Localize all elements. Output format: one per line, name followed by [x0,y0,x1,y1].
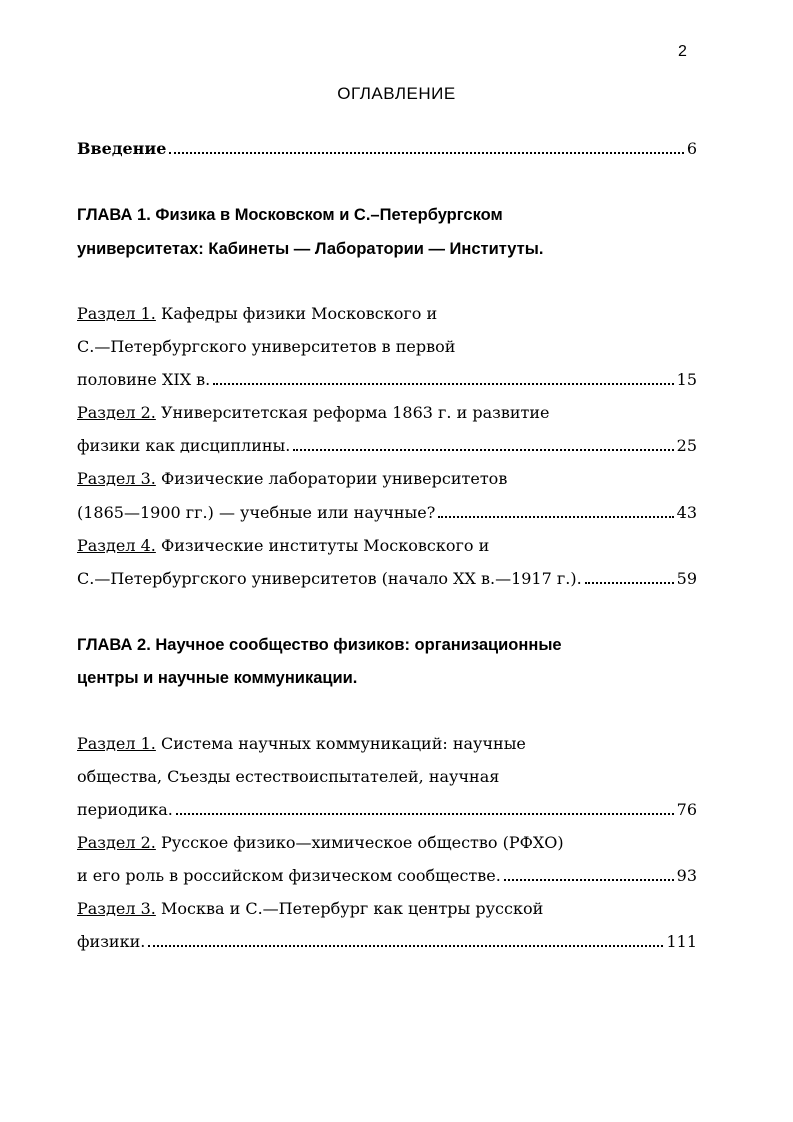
section-last-line [77,799,697,821]
section-page: 43 [676,503,697,522]
section-last-line [77,502,697,524]
section-text: Система научных коммуникаций: научные [160,734,526,753]
section-label: Раздел 2. [77,833,156,852]
section-text: (1865—1900 гг.) — учебные или научные? [77,503,436,522]
dot-leader [169,152,683,154]
section-label: Раздел 1. [77,734,156,753]
section-page: 93 [676,866,697,885]
intro-page: 6 [686,139,697,158]
dot-leader [213,383,673,385]
section-text: Физические институты Московского и [160,536,490,555]
section-text: половине XIX в. [77,370,211,389]
intro-label: Введение [77,139,167,158]
dot-leader [585,582,674,584]
chapter1-heading-line1: ГЛАВА 1. Физика в Московском и С.–Петербургском [77,206,503,224]
toc-entry-ch1-s3[interactable] [77,468,697,490]
section-last-line [77,369,697,391]
section-text: физики. [77,932,146,951]
section-label: Раздел 4. [77,536,156,555]
section-text: Университетская реформа 1863 г. и развитие [160,403,550,422]
section-page: 111 [666,932,697,951]
section-text: физики как дисциплины. [77,436,291,455]
section-text: С.—Петербургского университетов (начало XX в.—1917 г.). [77,569,582,588]
toc-entry-ch1-s4[interactable] [77,535,697,557]
dot-leader [148,945,663,947]
section-text-line: С.—Петербургского университетов в первой [77,337,456,356]
dot-leader [438,516,673,518]
section-page: 59 [676,569,697,588]
section-last-line [77,931,697,953]
chapter2-heading-line1: ГЛАВА 2. Научное сообщество физиков: организационные [77,636,562,654]
section-text: Русское физико—химическое общество (РФХО) [160,833,564,852]
dot-leader [504,879,674,881]
section-page: 76 [676,800,697,819]
toc-entry-ch1-s2[interactable] [77,402,697,424]
section-text-line: общества, Съезды естествоиспытателей, научная [77,767,500,786]
section-page: 25 [676,436,697,455]
section-last-line [77,568,697,590]
page-number: 2 [678,43,687,60]
toc-entry-intro[interactable] [77,138,697,160]
section-text: периодика. [77,800,173,819]
dot-leader [176,813,674,815]
section-text: Москва и С.—Петербург как центры русской [160,899,544,918]
section-last-line [77,435,697,457]
section-page: 15 [676,370,697,389]
toc-entry-ch1-s1[interactable] [77,303,697,325]
toc-title: ОГЛАВЛЕНИЕ [337,84,456,103]
section-last-line [77,865,697,887]
section-label: Раздел 3. [77,469,156,488]
section-label: Раздел 2. [77,403,156,422]
toc-entry-ch2-s2[interactable] [77,832,697,854]
section-label: Раздел 3. [77,899,156,918]
section-text: Физические лаборатории университетов [160,469,508,488]
dot-leader [293,449,673,451]
chapter2-heading-line2: центры и научные коммуникации. [77,669,358,687]
section-text: Кафедры физики Московского и [160,304,438,323]
section-text: и его роль в российском физическом сообществе. [77,866,501,885]
toc-entry-ch2-s1[interactable] [77,733,697,755]
toc-entry-ch2-s3[interactable] [77,898,697,920]
chapter1-heading-line2: университетах: Кабинеты — Лаборатории — Институты. [77,240,544,258]
section-label: Раздел 1. [77,304,156,323]
